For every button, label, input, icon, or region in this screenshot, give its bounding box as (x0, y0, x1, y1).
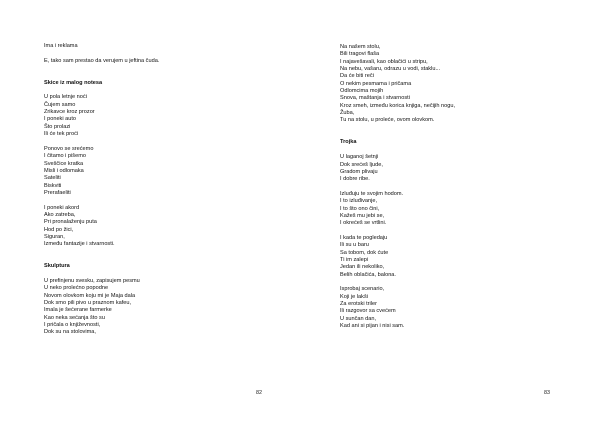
poem-title: Skulptura (44, 263, 70, 270)
verse-line: Žuba, (340, 110, 355, 117)
poem-title: Skice iz malog notesa (44, 79, 103, 86)
verse-line: Ili su u baru (340, 242, 369, 249)
verse-line: Dok su na stolovima, (44, 329, 96, 336)
verse-line: Tu na stolu, u prolećе, ovom olovkom. (340, 117, 435, 124)
verse-line: I to što ono čini, (340, 205, 380, 212)
verse-line: Belih oblačića, balona. (340, 271, 396, 278)
verse-line: Ti im zalepi (340, 256, 369, 263)
page-number: 83 (544, 390, 550, 396)
verse-line: Kroz smeh, između korica knjiga, nečijih nogu, (340, 102, 456, 109)
verse-line: Na našem stolu, (340, 44, 381, 50)
verse-line: Sa tobom, dok ćute (340, 249, 389, 256)
verse-line: Novom olovkom koju mi je Maja dala (44, 292, 136, 299)
verse-line: Jedan ili nekoliko, (340, 264, 385, 271)
verse-line: Odlomcima mojih (340, 88, 384, 95)
verse-line: Siguran, (44, 233, 65, 240)
verse-line: Isprobaj scenario, (340, 286, 385, 293)
verse-line: I poneki auto (44, 116, 77, 123)
verse-line: Ili razgovor sa cvećem (340, 308, 396, 315)
verse-line: Izluđuju te svojim hodom. (340, 190, 404, 197)
verse-line: Imala je šećerane farmerke (44, 307, 112, 314)
verse-line: Snova, maštanja i stvarnosti (340, 95, 410, 102)
verse-line: I čitamo i pišemo (44, 153, 86, 160)
verse-line: Bili tragovi flaša (340, 51, 380, 58)
page-number: 82 (256, 390, 262, 396)
verse-line: Gradom plivaju (340, 168, 378, 175)
verse-line: Za erotski triler (340, 301, 377, 308)
verse-line: Sateliti (44, 175, 61, 182)
verse-line: Što prolazi (44, 123, 71, 130)
poem-title: Trojka (340, 139, 357, 146)
verse-line: I pričala o književnosti, (44, 322, 101, 329)
verse-line: Zrikavce kroz prozor (44, 109, 95, 116)
verse-line: Koji je lakši (340, 293, 368, 300)
verse-line: Hod po žici, (44, 226, 74, 233)
verse-line: Sveščice kratka (44, 160, 84, 167)
verse-line: U sunčan dan, (340, 315, 377, 322)
verse-line: O nekim pesmama i pričama (340, 80, 412, 87)
verse-line: Čujem samo (44, 101, 76, 108)
right-page (300, 0, 600, 423)
verse-line: Na nebu, vašaru, odrazu u vodi, staklu... (340, 66, 441, 73)
verse-line: Da će biti reči (340, 73, 374, 80)
verse-line: I poneki akord (44, 204, 80, 211)
verse-line: Ili će tek proći (44, 131, 79, 138)
verse-line: Kažeš mu jebi se, (340, 212, 385, 219)
verse-line: I dobre ribe. (340, 176, 370, 183)
verse-line: I okrećeš se vrtlini. (340, 220, 387, 227)
verse-line: Prerafaeliti (44, 189, 71, 196)
verse-line: I to izluđivanje, (340, 198, 378, 205)
text-line: Ima i reklama (44, 43, 78, 49)
verse-line: U pola letnje noći (44, 94, 87, 101)
verse-line: Biskviti (44, 182, 62, 189)
verse-line: Kao neka sećanja što su (44, 314, 105, 321)
verse-line: U neko prolećno popodne (44, 285, 109, 292)
verse-line: I najavešavali, kao oblačići u stripu, (340, 58, 428, 65)
verse-line: Između fantazije i stvarnosti. (44, 241, 115, 248)
verse-line: Ako zatreba, (44, 211, 76, 218)
verse-line: Pri pronalaženju puta (44, 219, 97, 226)
verse-line: U laganoj šetnji (340, 154, 379, 161)
verse-line: U prefinjenu svesku, zapisujem pesmu (44, 278, 140, 284)
text-line: E, tako sam prestao da verujem u jeftina čuda. (44, 57, 160, 64)
verse-line: Kad ani si pijan i nisi sam. (340, 323, 405, 330)
right-text-column (340, 44, 580, 330)
left-text-column (44, 43, 284, 337)
verse-line: Misli i odlomaka (44, 167, 84, 174)
verse-line: Ponovo se srećemo (44, 145, 94, 152)
verse-line: Dok smo pili pivo u praznom kafeu, (44, 300, 132, 307)
verse-line: Dok srećeš ljude, (340, 161, 383, 168)
verse-line: I kada te pogledaju (340, 234, 388, 241)
